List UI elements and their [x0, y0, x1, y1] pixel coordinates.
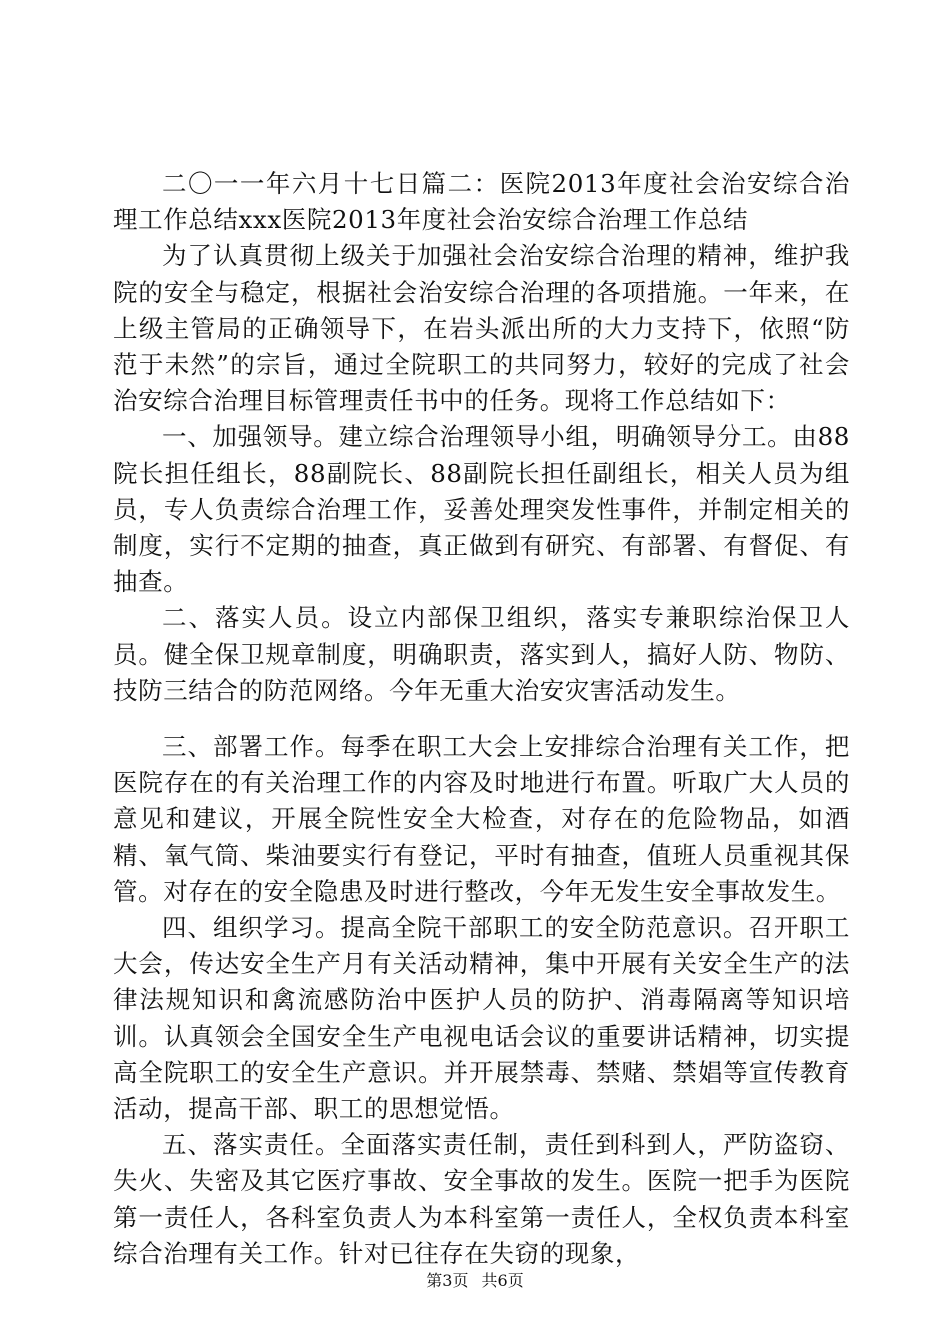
- paragraph-preamble: 为了认真贯彻上级关于加强社会治安综合治理的精神，维护我院的安全与稳定，根据社会治安综合治理的各项措施。一年来，在上级主管局的正确领导下，在岩头派出所的大力支持下，依照“防范于未然”的宗旨，通过全院职工的共同努力，较好的完成了社会治安综合治理目标管理责任书中的任务。现将工作总结如下：: [113, 241, 850, 416]
- paragraph-section-4: 四、组织学习。提高全院干部职工的安全防范意识。召开职工大会，传达安全生产月有关活动精神，集中开展有关安全生产的法律法规知识和禽流感防治中医护人员的防护、消毒隔离等知识培训。认真领会全国安全生产电视电话会议的重要讲话精神，切实提高全院职工的安全生产意识。并开展禁毒、禁赌、禁娼等宣传教育活动，提高干部、职工的思想觉悟。: [113, 913, 850, 1124]
- page-footer: [0, 1271, 950, 1291]
- page-number-current: 第3页: [426, 1271, 469, 1290]
- document-body: [113, 166, 850, 1272]
- paragraph-section-2: 二、落实人员。设立内部保卫组织，落实专兼职综治保卫人员。健全保卫规章制度，明确职责，落实到人，搞好人防、物防、技防三结合的防范网络。今年无重大治安灾害活动发生。: [113, 603, 850, 705]
- paragraph-section-5: 五、落实责任。全面落实责任制，责任到科到人，严防盗窃、失火、失密及其它医疗事故、安全事故的发生。医院一把手为医院第一责任人，各科室负责人为本科室第一责任人，全权负责本科室综合治理有关工作。针对已往存在失窃的现象，: [113, 1130, 850, 1268]
- paragraph-intro-title: 二〇一一年六月十七日篇二：医院2013年度社会治安综合治理工作总结xxx医院2013年度社会治安综合治理工作总结: [113, 169, 850, 235]
- paragraph-section-3: 三、部署工作。每季在职工大会上安排综合治理有关工作，把医院存在的有关治理工作的内容及时地进行布置。听取广大人员的意见和建议，开展全院性安全大检查，对存在的危险物品，如酒精、氧气筒、柴油要实行有登记，平时有抽查，值班人员重视其保管。对存在的安全隐患及时进行整改，今年无发生安全事故发生。: [113, 732, 850, 906]
- paragraph-section-1: 一、加强领导。建立综合治理领导小组，明确领导分工。由88院长担任组长，88副院长、88副院长担任副组长，相关人员为组员，专人负责综合治理工作，妥善处理突发性事件，并制定相关的制度，实行不定期的抽查，真正做到有研究、有部署、有督促、有抽查。: [113, 422, 850, 597]
- page-number-total: 共6页: [481, 1271, 524, 1290]
